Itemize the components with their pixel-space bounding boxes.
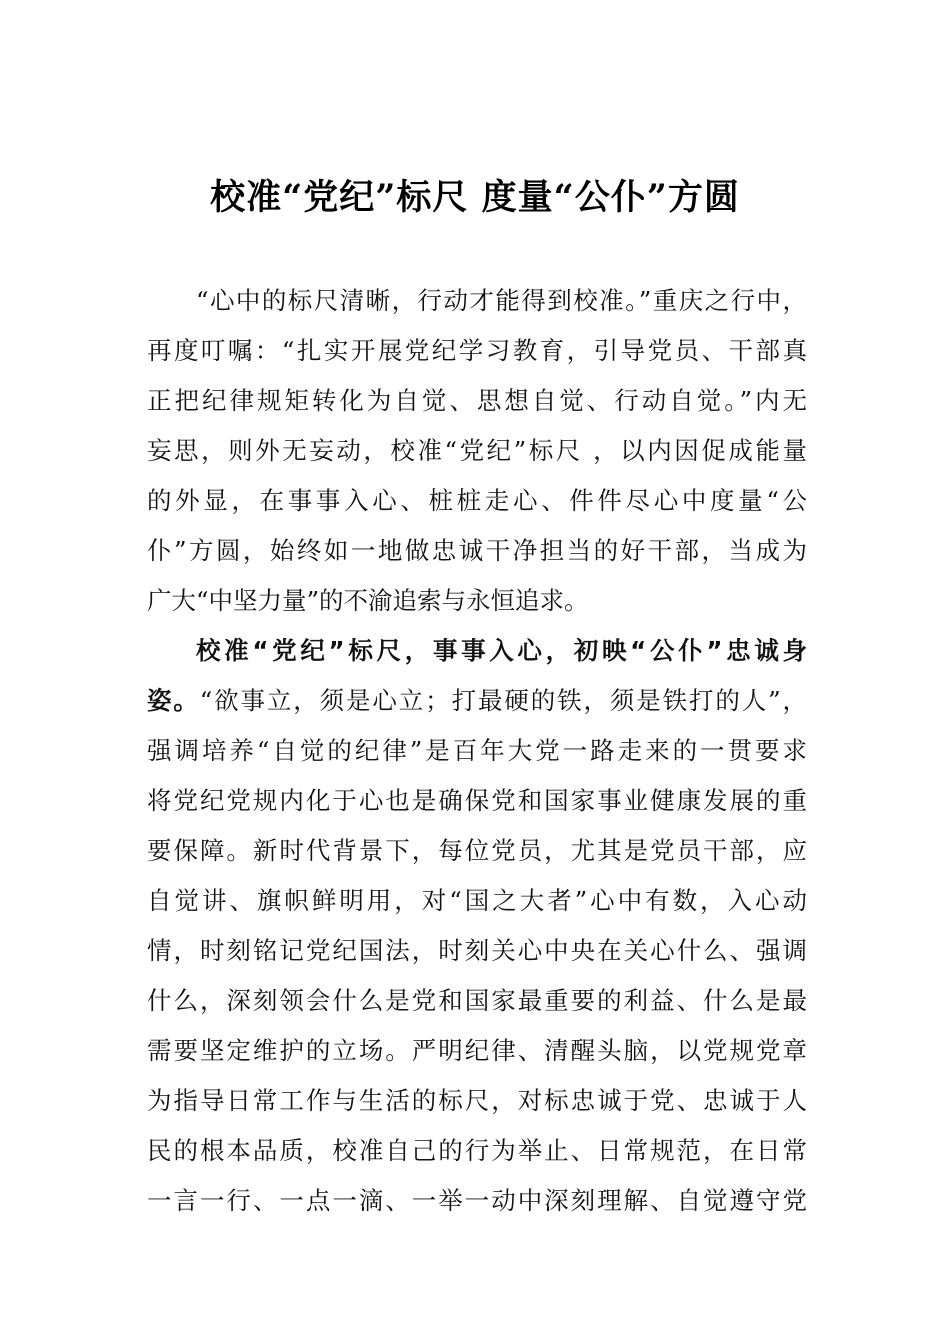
paragraph-line: 民的根本品质，校准自己的行为举止、日常规范，在日常 [147,1136,807,1165]
paragraph-line: 广大“中坚力量”的不渝追索与永恒追求。 [147,586,589,615]
paragraph-2 [147,626,807,1226]
paragraph-line: 需要坚定维护的立场。严明纪律、清醒头脑，以党规党章 [147,1036,807,1065]
paragraph-line: 的外显，在事事入心、桩桩走心、件件尽心中度量“公 [147,486,807,515]
paragraph-line-rest: “欲事立，须是心立；打最硬的铁，须是铁打的人”， [199,686,807,715]
paragraph-1 [147,276,807,626]
paragraph-line: 自觉讲、旗帜鲜明用，对“国之大者”心中有数，入心动 [147,886,807,915]
paragraph-line: 一言一行、一点一滴、一举一动中深刻理解、自觉遵守党 [147,1186,807,1215]
paragraph-heading-end: 姿。 [147,686,200,715]
paragraph-line: 强调培养“自觉的纪律”是百年大党一路走来的一贯要求 [147,736,807,765]
paragraph-heading: 校准“党纪”标尺，事事入心，初映“公仆”忠诚身 [196,636,807,665]
paragraph-line: 妄思，则外无妄动，校准“党纪”标尺 ，以内因促成能量 [147,436,807,465]
paragraph-line: 再度叮嘱：“扎实开展党纪学习教育，引导党员、干部真 [147,336,807,365]
page-title: 校准“党纪”标尺 度量“公仆”方圆 [210,177,740,218]
paragraph-line: 仆”方圆，始终如一地做忠诚干净担当的好干部，当成为 [147,536,807,565]
paragraph-line: 情，时刻铭记党纪国法，时刻关心中央在关心什么、强调 [147,936,807,965]
paragraph-line: 什么，深刻领会什么是党和国家最重要的利益、什么是最 [147,986,807,1015]
paragraph-line: “心中的标尺清晰，行动才能得到校准。”重庆之行中， [196,286,807,315]
paragraph-line [147,676,807,726]
paragraph-line: 为指导日常工作与生活的标尺，对标忠诚于党、忠诚于人 [147,1086,807,1115]
paragraph-line: 要保障。新时代背景下，每位党员，尤其是党员干部，应 [147,836,807,865]
paragraph-line: 正把纪律规矩转化为自觉、思想自觉、行动自觉。”内无 [147,386,807,415]
paragraph-line: 将党纪党规内化于心也是确保党和国家事业健康发展的重 [147,786,807,815]
